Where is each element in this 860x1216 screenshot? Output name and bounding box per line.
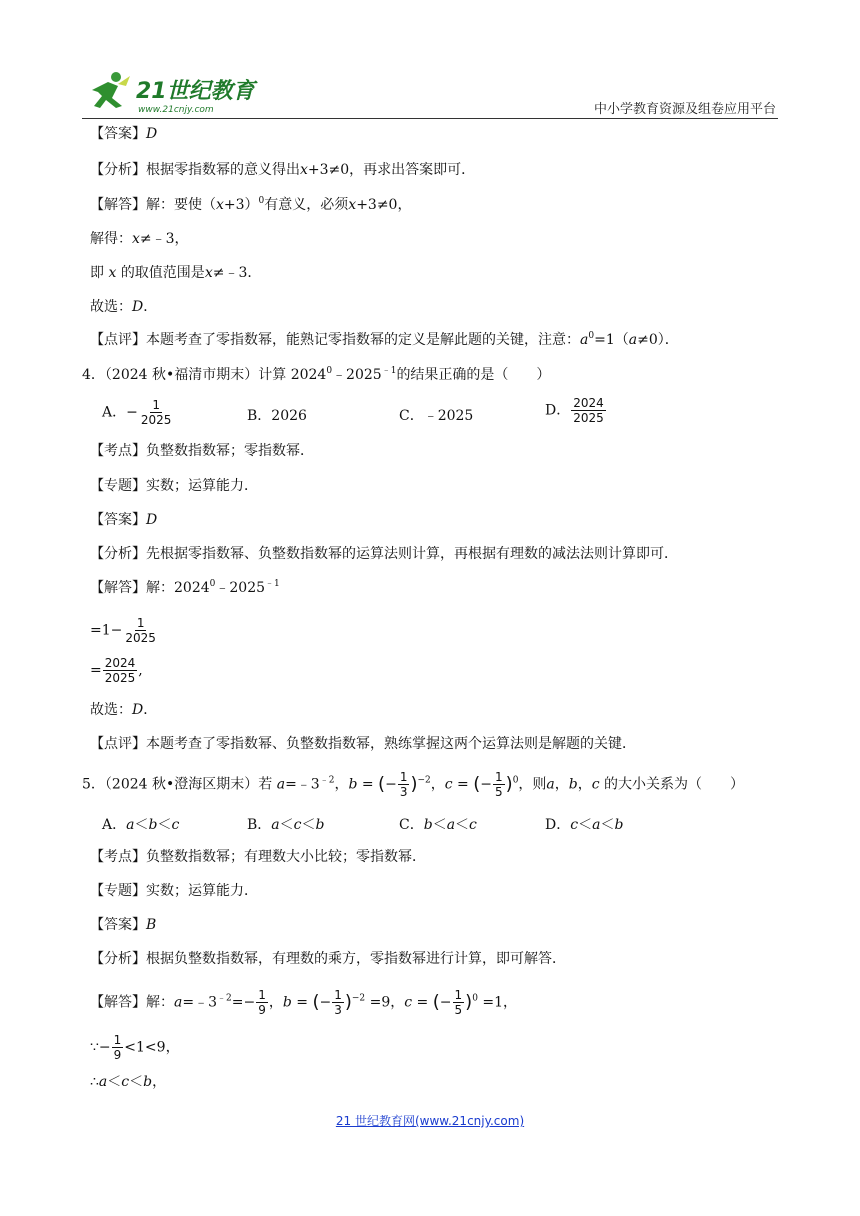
- q3-solution: 【解答】解：要使$(x+3)^0$有意义，必须x+3≠0，: [90, 196, 412, 213]
- q3-range: 即 x 的取值范围是x≠﹣3．: [90, 265, 262, 281]
- platform-title: 中小学教育资源及组卷应用平台: [593, 102, 776, 117]
- q5-option-c: C．b＜a＜c: [399, 817, 477, 833]
- q4-answer: 【答案】D: [90, 512, 158, 528]
- q5-solution: 【解答】解：$a=﹣3^{﹣2}=-$ $\frac{1}{9}$ ，b = (− $\frac{1}{3}$ )$^{-2}$ =9，c = (− $\frac{1}{5}$ )$^0$ =1，: [90, 988, 518, 1017]
- site-logo: [82, 68, 262, 118]
- q4-zhuanti: 【专题】实数；运算能力．: [90, 478, 258, 494]
- q4-solution-line1: 【解答】解：$2024^0﹣2025^{﹣1}$: [90, 579, 280, 596]
- q5-answer: 【答案】B: [90, 917, 157, 933]
- q4-option-c: C．﹣2025: [399, 408, 474, 424]
- header-divider: [82, 118, 778, 119]
- q4-choose: 故选：D．: [90, 702, 158, 718]
- q5-because: ∵− $\frac{1}{9}$ <1<9，: [90, 1033, 180, 1062]
- q5-kaodian: 【考点】负整数指数幂；有理数大小比较；零指数幂．: [90, 849, 426, 865]
- q4-option-b: B．2026: [247, 408, 307, 424]
- q4-comment: 【点评】本题考查了零指数幂、负整数指数幂，熟练掌握这两个运算法则是解题的关键．: [90, 736, 636, 752]
- q3-solve-step: 解得：x≠﹣3，: [90, 231, 189, 247]
- q4-solution-line2: =1− $\frac{1}{2025}$: [90, 616, 156, 645]
- footer-link[interactable]: 21 世纪教育网(www.21cnjy.com): [335, 1114, 525, 1128]
- q5-option-d: D．c＜a＜b: [545, 817, 624, 833]
- q3-choose: 故选：D．: [90, 299, 158, 315]
- svg-text:21世纪教育: 21世纪教育: [136, 79, 255, 104]
- q5-stem: 5．（2024 秋•澄海区期末）若 $a=﹣3^{﹣2}$，b = (− $\frac{1}{3}$ )$^{-2}$，c = (− $\frac{1}{5}$ )$^0$，则a，b，c 的大小关系为（ ）: [82, 770, 745, 799]
- q5-option-b: B．a＜c＜b: [247, 817, 325, 833]
- q4-analysis: 【分析】先根据零指数幂、负整数指数幂的运算法则计算，再根据有理数的减法法则计算即可．: [90, 546, 678, 562]
- svg-text:www.21cnjy.com: www.21cnjy.com: [138, 105, 214, 115]
- q4-option-d: D． $\frac{2024}{2025}$: [545, 396, 604, 425]
- q4-option-a: A．− $\frac{1}{2025}$: [102, 398, 172, 427]
- q3-analysis: 【分析】根据零指数幂的意义得出x+3≠0，再求出答案即可．: [90, 162, 476, 178]
- q4-kaodian: 【考点】负整数指数幂；零指数幂．: [90, 443, 314, 459]
- q5-therefore: ∴a＜c＜b，: [90, 1074, 167, 1090]
- q5-analysis: 【分析】根据负整数指数幂，有理数的乘方，零指数幂进行计算，即可解答．: [90, 951, 566, 967]
- q3-comment: 【点评】本题考查了零指数幂，能熟记零指数幂的定义是解此题的关键，注意：$a^0=1(a\ne 0)$．: [90, 331, 679, 348]
- q5-option-a: A．a＜b＜c: [102, 817, 180, 833]
- q4-stem: 4．（2024 秋•福清市期末）计算 $2024^0﹣2025^{﹣1}$的结果正确的是（ ）: [82, 366, 551, 383]
- q5-zhuanti: 【专题】实数；运算能力．: [90, 883, 258, 899]
- footer: [0, 1112, 860, 1129]
- q4-solution-line3: = $\frac{2024}{2025}$ ,: [90, 656, 143, 685]
- q3-answer: 【答案】D: [90, 126, 158, 142]
- runner-icon: [92, 72, 130, 108]
